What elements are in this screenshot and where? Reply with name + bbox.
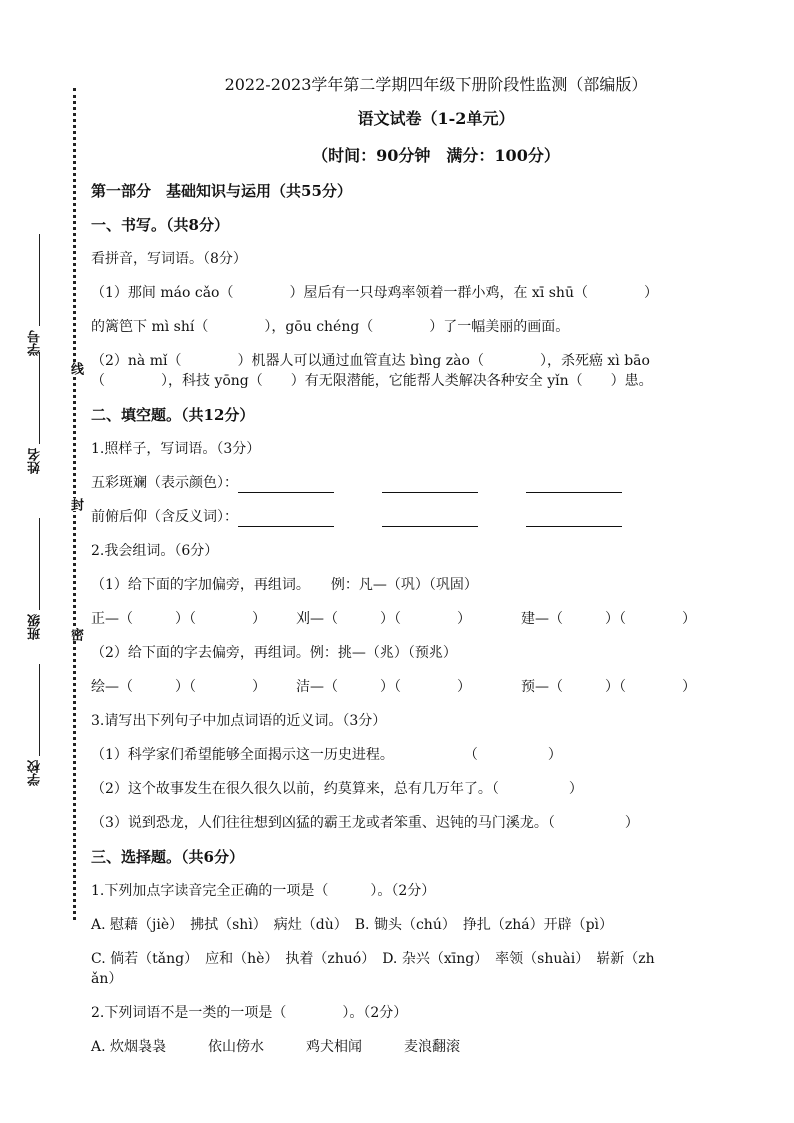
part-one-heading: 第一部分 基础知识与运用（共55分）	[91, 182, 352, 200]
pinyin-q2-line1: （2）nà mǐ（ ）机器人可以通过血管直达 bìng zào（ ），杀死癌 xì bāo	[91, 353, 650, 369]
exam-title: 2022-2023学年第二学期四年级下册阶段性监测（部编版）	[224, 75, 648, 94]
answer-blank[interactable]	[382, 508, 478, 527]
fill-q1-row-b	[91, 500, 741, 534]
choice-q1-options-cd-line1: C. 倘若（tǎng） 应和（hè） 执着（zhuó） D. 杂兴（xīng） 率领（shuài） 崭新（zh	[91, 951, 655, 967]
word-item[interactable]: 刈—（ ）（ ）	[296, 611, 471, 627]
binding-word-xian: 线	[68, 362, 83, 375]
student-id-line	[39, 234, 40, 326]
section-choice-heading: 三、选择题。（共6分）	[91, 848, 244, 866]
fill-q2-title: 2.我会组词。（6分）	[91, 543, 219, 559]
fill-q3-item-2[interactable]: （2）这个故事发生在很久很久以前，约莫算来，总有几万年了。（ ）	[91, 781, 583, 797]
fill-q1-title: 1.照样子，写词语。（3分）	[91, 441, 261, 457]
name-field[interactable]	[22, 352, 46, 492]
fill-q2a-instruction: （1）给下面的字加偏旁，再组词。 例：凡—（巩）（巩固）	[91, 577, 478, 593]
fill-q3-item-1[interactable]: （1）科学家们希望能够全面揭示这一历史进程。 （ ）	[91, 747, 562, 763]
school-label: 学校	[28, 760, 43, 786]
name-label: 姓名	[28, 448, 43, 474]
fill-q1a-label: 五彩斑斓（表示颜色）：	[91, 475, 238, 491]
choice-q1-options-ab[interactable]: A. 慰藉（jiè） 拂拭（shì） 病灶（dù） B. 锄头（chú） 挣扎（zhá）开辟（pì）	[91, 917, 614, 933]
section-writing-heading: 一、书写。（共8分）	[91, 216, 229, 234]
answer-blank[interactable]	[526, 508, 622, 527]
fill-q2b-items	[91, 670, 741, 704]
word-item[interactable]: 洁—（ ）（ ）	[296, 679, 471, 695]
binding-word-mi: 密	[68, 628, 83, 641]
name-line	[39, 352, 40, 444]
exam-paper	[91, 70, 741, 1064]
answer-blank[interactable]	[526, 474, 622, 493]
fill-q1b-label: 前俯后仰（含反义词）：	[91, 509, 238, 525]
fill-q2b-instruction: （2）给下面的字去偏旁，再组词。例：挑—（兆）（预兆）	[91, 645, 457, 661]
pinyin-q1-line1[interactable]: （1）那间 máo cǎo（ ）屋后有一只母鸡率领着一群小鸡，在 xī shū（ ）	[91, 285, 658, 301]
choice-q1-title: 1.下列加点字读音完全正确的一项是（ ）。（2分）	[91, 883, 436, 899]
fill-q3-item-3[interactable]: （3）说到恐龙，人们往往想到凶猛的霸王龙或者笨重、迟钝的马门溪龙。（ ）	[91, 815, 639, 831]
pinyin-instruction: 看拼音，写词语。（8分）	[91, 251, 247, 267]
choice-q1-options-cd[interactable]	[91, 949, 741, 989]
exam-time-score: （时间：90分钟 满分：100分）	[312, 146, 560, 165]
school-line	[39, 664, 40, 756]
school-field[interactable]	[22, 664, 46, 804]
class-field[interactable]	[22, 518, 46, 658]
student-id-label: 学号	[28, 330, 43, 356]
choice-q2-title: 2.下列词语不是一类的一项是（ ）。（2分）	[91, 1005, 408, 1021]
answer-blank[interactable]	[238, 474, 334, 493]
fill-q2a-items	[91, 602, 741, 636]
class-label: 班级	[28, 614, 43, 640]
pinyin-q2-line2: （ ），科技 yōng（ ）有无限潜能，它能帮人类解决各种安全 yǐn（ ）患。	[91, 373, 653, 389]
binding-margin	[0, 0, 90, 1123]
pinyin-q2[interactable]	[91, 351, 741, 391]
section-fill-heading: 二、填空题。（共12分）	[91, 406, 255, 424]
binding-word-feng: 封	[68, 498, 83, 511]
class-line	[39, 518, 40, 610]
fill-q1-row-a	[91, 466, 741, 500]
pinyin-q1-line2[interactable]: 的篱笆下 mì shí（ ），gōu chéng（ ）了一幅美丽的画面。	[91, 319, 570, 335]
fill-q3-title: 3.请写出下列句子中加点词语的近义词。（3分）	[91, 713, 387, 729]
word-item[interactable]: 绘—（ ）（ ）	[91, 679, 266, 695]
answer-blank[interactable]	[238, 508, 334, 527]
choice-q1-options-cd-line2: ǎn）	[91, 971, 123, 987]
exam-subtitle: 语文试卷（1-2单元）	[357, 109, 515, 128]
word-item[interactable]: 建—（ ）（ ）	[521, 611, 696, 627]
choice-q2-option-a[interactable]: A. 炊烟袅袅 依山傍水 鸡犬相闻 麦浪翻滚	[91, 1039, 461, 1055]
word-item[interactable]: 预—（ ）（ ）	[521, 679, 696, 695]
answer-blank[interactable]	[382, 474, 478, 493]
word-item[interactable]: 正—（ ）（ ）	[91, 611, 266, 627]
